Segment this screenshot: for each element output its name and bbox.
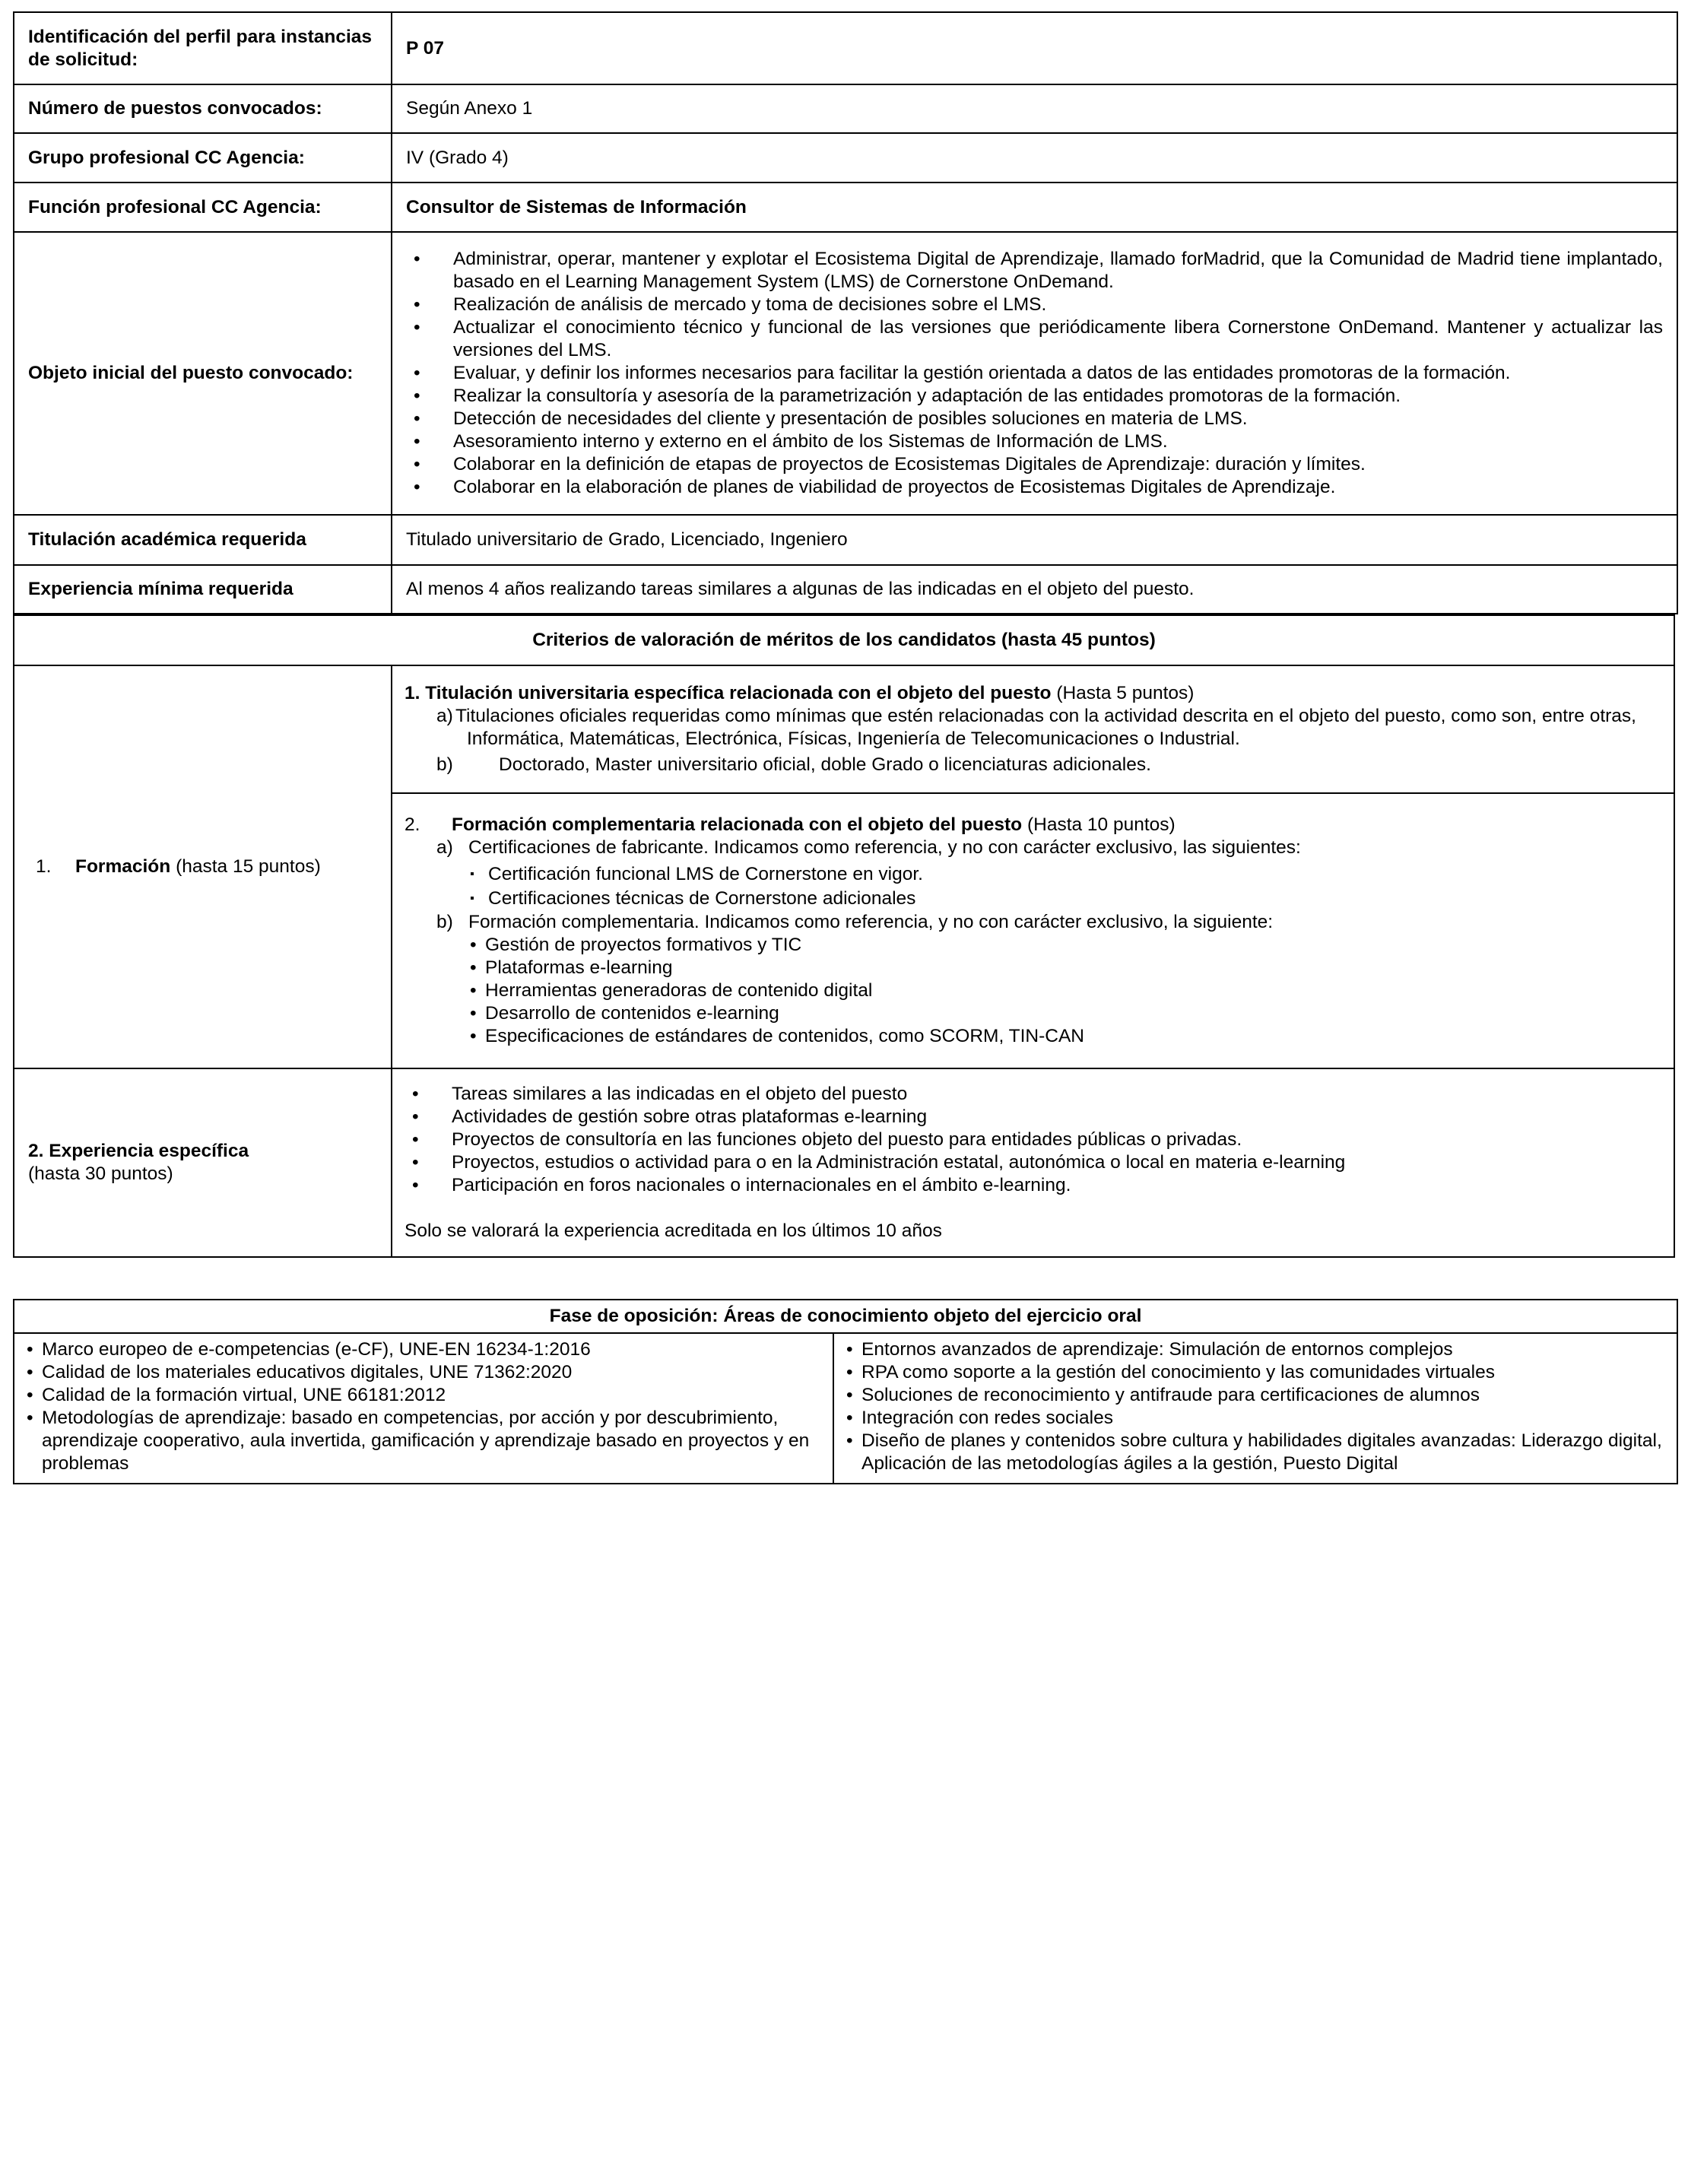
knowledge-area-item: • RPA como soporte a la gestión del conocimiento y las comunidades virtuales — [845, 1361, 1666, 1384]
degree-value: Titulado universitario de Grado, Licenciado, Ingeniero — [392, 515, 1677, 565]
knowledge-area-item: • Soluciones de reconocimiento y antifraude para certificaciones de alumnos — [845, 1384, 1666, 1407]
positions-label: Número de puestos convocados: — [14, 84, 392, 133]
training-item: • Plataformas e-learning — [468, 957, 1660, 979]
titulacion-cell — [392, 665, 1674, 793]
oposicion-right-list — [845, 1338, 1666, 1475]
group-label: Grupo profesional CC Agencia: — [14, 133, 392, 183]
experience-item: • Tareas similares a las indicadas en el objeto del puesto — [405, 1083, 1660, 1106]
complementaria-a-text: Certificaciones de fabricante. Indicamos como referencia, y no con carácter exclusivo, las siguientes: — [468, 837, 1301, 858]
complementaria-b-mark: b) — [436, 912, 453, 932]
object-item: • Administrar, operar, mantener y explotar el Ecosistema Digital de Aprendizaje, llamado forMadrid, que la Comunidad de Madrid tiene implantado, basado en el Learning Management System (LMS) de Cornerstone OnDemand. — [406, 248, 1663, 294]
training-item: • Herramientas generadoras de contenido digital — [468, 979, 1660, 1002]
criteria-title: Criterios de valoración de méritos de los candidatos (hasta 45 puntos) — [14, 615, 1674, 665]
experiencia-label: 2. Experiencia específica — [28, 1141, 249, 1161]
formacion-heading — [28, 856, 377, 878]
object-cell — [392, 232, 1677, 515]
training-item: • Especificaciones de estándares de contenidos, como SCORM, TIN-CAN — [468, 1025, 1660, 1048]
object-item: • Realizar la consultoría y asesoría de la parametrización y adaptación de las entidades promotoras de la formación. — [406, 385, 1663, 408]
complementaria-points: (Hasta 10 puntos) — [1026, 814, 1176, 835]
object-label: Objeto inicial del puesto convocado: — [14, 232, 392, 515]
formacion-num: 1. — [36, 856, 52, 877]
function-value: Consultor de Sistemas de Información — [392, 183, 1677, 232]
oposicion-left-cell — [14, 1333, 833, 1484]
oposicion-title: Fase de oposición: Áreas de conocimiento objeto del ejercicio oral — [14, 1300, 1677, 1333]
object-list — [406, 248, 1663, 499]
complementaria-b-list — [405, 934, 1660, 1048]
certification-item: ▪ Certificaciones técnicas de Cornerstone adicionales — [468, 887, 1660, 911]
titulacion-a-mark: a) — [436, 706, 453, 726]
object-item: • Asesoramiento interno y externo en el ámbito de los Sistemas de Información de LMS. — [406, 430, 1663, 453]
object-item: • Evaluar, y definir los informes necesarios para facilitar la gestión orientada a datos de las entidades promotoras de la formación. — [406, 362, 1663, 385]
complementaria-a-list — [405, 862, 1660, 911]
titulacion-b-text: Doctorado, Master universitario oficial, doble Grado o licenciaturas adicionales. — [499, 754, 1151, 775]
titulacion-title: 1. Titulación universitaria específica relacionada con el objeto del puesto — [405, 683, 1052, 703]
experiencia-cell — [14, 1068, 392, 1257]
experiencia-note: Solo se valorará la experiencia acreditada en los últimos 10 años — [405, 1221, 942, 1241]
profile-id-label: Identificación del perfil para instancias de solicitud: — [14, 12, 392, 84]
titulacion-b — [405, 754, 1660, 776]
profile-id-value: P 07 — [392, 12, 1677, 84]
knowledge-area-item: • Entornos avanzados de aprendizaje: Simulación de entornos complejos — [845, 1338, 1666, 1361]
profile-table — [13, 11, 1678, 614]
formacion-label: Formación — [75, 856, 171, 877]
knowledge-area-item: • Metodologías de aprendizaje: basado en competencias, por acción y por descubrimiento, aprendizaje cooperativo, aula invertida, gamificación y aprendizaje basado en proyectos y en problemas — [25, 1407, 822, 1475]
complementaria-a-mark: a) — [436, 837, 453, 858]
formacion-cell — [14, 665, 392, 1068]
object-item: • Colaborar en la elaboración de planes de viabilidad de proyectos de Ecosistemas Digitales de Aprendizaje. — [406, 476, 1663, 499]
knowledge-area-item: • Diseño de planes y contenidos sobre cultura y habilidades digitales avanzadas: Liderazgo digital, Aplicación de las metodologías ágiles a la gestión, Puesto Digital — [845, 1430, 1666, 1475]
complementaria-b — [405, 911, 1660, 934]
training-item: • Desarrollo de contenidos e-learning — [468, 1002, 1660, 1025]
knowledge-area-item: • Calidad de la formación virtual, UNE 66181:2012 — [25, 1384, 822, 1407]
experience-item: • Proyectos de consultoría en las funciones objeto del puesto para entidades públicas o privadas. — [405, 1129, 1660, 1151]
titulacion-heading — [405, 682, 1660, 705]
complementaria-num: 2. — [405, 814, 420, 835]
complementaria-title: Formación complementaria relacionada con el objeto del puesto — [452, 814, 1023, 835]
titulacion-a — [405, 705, 1660, 751]
formacion-points: (hasta 15 puntos) — [176, 856, 321, 877]
criteria-table — [13, 614, 1675, 1258]
experiencia-points: (hasta 30 puntos) — [28, 1163, 173, 1184]
complementaria-cell — [392, 793, 1674, 1068]
degree-label: Titulación académica requerida — [14, 515, 392, 565]
object-item: • Colaborar en la definición de etapas de proyectos de Ecosistemas Digitales de Aprendizaje: duración y límites. — [406, 453, 1663, 476]
experience-value: Al menos 4 años realizando tareas similares a algunas de las indicadas en el objeto del puesto. — [392, 565, 1677, 614]
experience-item: • Participación en foros nacionales o internacionales en el ámbito e-learning. — [405, 1174, 1660, 1197]
experience-label: Experiencia mínima requerida — [14, 565, 392, 614]
experience-item: • Actividades de gestión sobre otras plataformas e-learning — [405, 1106, 1660, 1129]
oposicion-left-list — [25, 1338, 822, 1475]
complementaria-heading — [405, 814, 1660, 836]
object-item: • Detección de necesidades del cliente y presentación de posibles soluciones en materia de LMS. — [406, 408, 1663, 430]
oposicion-table — [13, 1299, 1678, 1484]
oposicion-right-cell — [833, 1333, 1677, 1484]
knowledge-area-item: • Calidad de los materiales educativos digitales, UNE 71362:2020 — [25, 1361, 822, 1384]
complementaria-a — [405, 836, 1660, 859]
titulacion-b-mark: b) — [436, 754, 453, 775]
knowledge-area-item: • Marco europeo de e-competencias (e-CF), UNE-EN 16234-1:2016 — [25, 1338, 822, 1361]
experience-item: • Proyectos, estudios o actividad para o en la Administración estatal, autonómica o local en materia e-learning — [405, 1151, 1660, 1174]
complementaria-b-text: Formación complementaria. Indicamos como referencia, y no con carácter exclusivo, la siguiente: — [468, 912, 1274, 932]
titulacion-a-text: Titulaciones oficiales requeridas como mínimas que estén relacionadas con la actividad descrita en el objeto del puesto, como son, entre otras, Informática, Matemáticas, Electrónica, Físicas, Ingeniería de Telecomunicaciones o Industrial. — [455, 706, 1636, 749]
certification-item: ▪ Certificación funcional LMS de Cornerstone en vigor. — [468, 862, 1660, 887]
object-item: • Actualizar el conocimiento técnico y funcional de las versiones que periódicamente libera Cornerstone OnDemand. Mantener y actualizar las versiones del LMS. — [406, 316, 1663, 362]
object-item: • Realización de análisis de mercado y toma de decisiones sobre el LMS. — [406, 294, 1663, 316]
experiencia-list — [405, 1083, 1660, 1197]
function-label: Función profesional CC Agencia: — [14, 183, 392, 232]
knowledge-area-item: • Integración con redes sociales — [845, 1407, 1666, 1430]
training-item: • Gestión de proyectos formativos y TIC — [468, 934, 1660, 957]
positions-value: Según Anexo 1 — [392, 84, 1677, 133]
titulacion-points: (Hasta 5 puntos) — [1056, 683, 1195, 703]
group-value: IV (Grado 4) — [392, 133, 1677, 183]
experiencia-items-cell — [392, 1068, 1674, 1257]
